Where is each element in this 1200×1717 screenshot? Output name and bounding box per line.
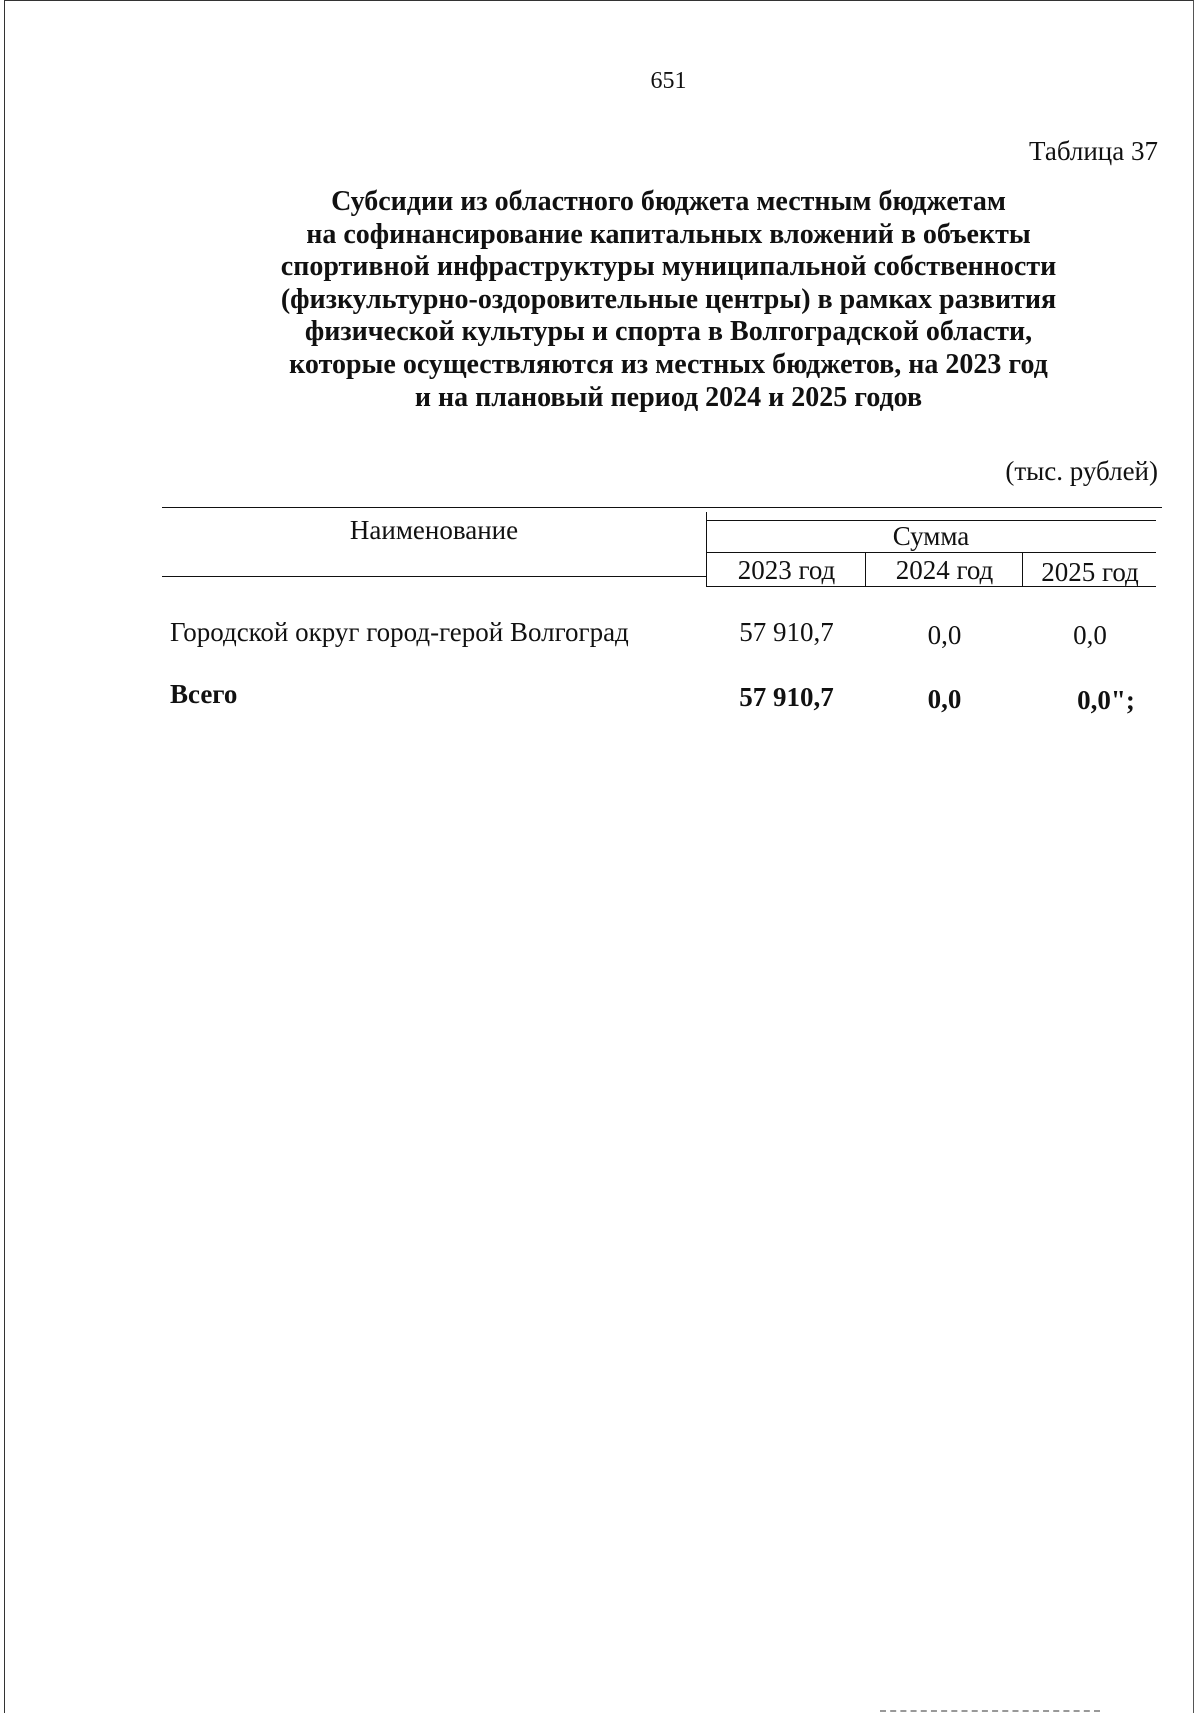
title-line: Субсидии из областного бюджета местным бюджетам [331,186,1006,217]
header-sum: Сумма [892,521,970,551]
row-value: 57 910,7 [739,617,834,647]
scan-artifact [880,1710,1100,1712]
title-line: которые осуществляются из местных бюджетов, на 2023 год [289,348,1048,380]
document-title [0,186,1200,414]
total-value: 57 910,7 [739,682,834,712]
year-divider [865,552,866,586]
row-value: 0,0 [1073,620,1107,650]
total-value: 0,0"; [1077,685,1135,715]
total-value: 0,0 [927,684,962,714]
table-top-rule [162,507,1162,508]
title-line: и на плановый период 2024 и 2025 годов [414,381,923,413]
row-value: 0,0 [927,620,962,650]
title-line: на софинансирование капитальных вложений в объекты [306,218,1031,250]
row-name: Городской округ город-герой Волгоград [170,617,629,647]
title-line: спортивной инфраструктуры муниципальной собственности [280,251,1057,283]
units-label: (тыс. рублей) [1005,456,1158,486]
title-line: физической культуры и спорта в Волгоградской области, [304,316,1033,348]
header-year: 2024 год [895,555,994,585]
header-year: 2025 год [1041,557,1139,587]
total-label: Всего [170,679,238,709]
title-line: (физкультурно-оздоровительные центры) в рамках развития [280,283,1057,315]
sum-bottom-rule [706,552,1156,553]
header-name: Наименование [349,515,519,545]
table-caption: Таблица 37 [1029,136,1158,166]
header-year: 2023 год [737,555,836,585]
year-divider [1022,552,1023,586]
name-bottom-rule [162,576,706,577]
page-number: 651 [650,68,687,94]
